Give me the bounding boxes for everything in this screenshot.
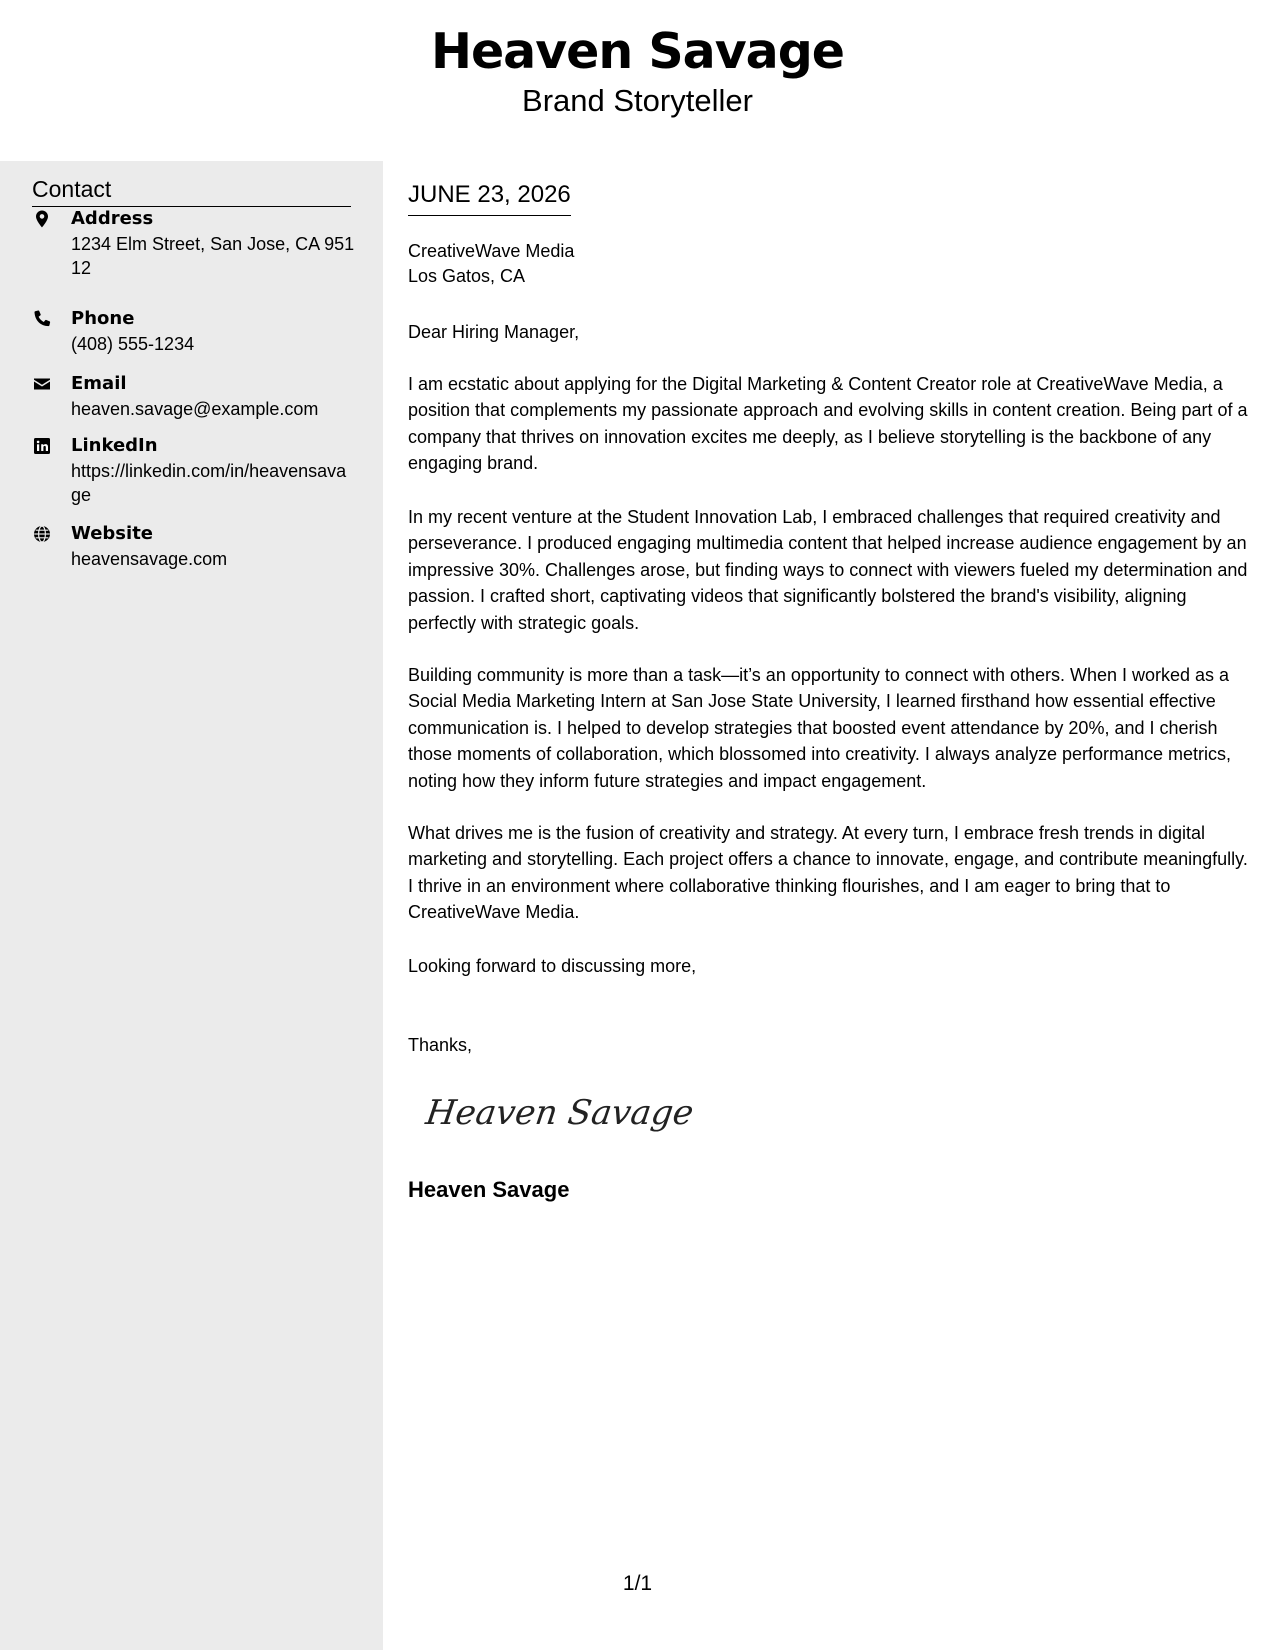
- phone-icon: [32, 309, 52, 329]
- contact-heading: Contact: [32, 174, 351, 207]
- paragraph: Building community is more than a task—it’s an opportunity to connect with others. When I worked as a Social Media Marketing Intern at San Jose State University, I learned firsthand how essential effective communication is. I helped to develop strategies that boosted event attendance by 20%, and I cherish those moments of collaboration, which blossomed into creativity. I always analyze performance metrics, noting how they inform future strategies and impact engagement.: [408, 665, 1232, 791]
- recipient-location: Los Gatos, CA: [408, 266, 526, 286]
- applicant-title: Brand Storyteller: [522, 83, 753, 118]
- recipient-company: CreativeWave Media: [408, 241, 575, 261]
- contact-value: 1234 Elm Street, San Jose, CA 95112: [71, 234, 355, 278]
- contact-label: Phone: [71, 308, 135, 329]
- signature-image: [423, 1086, 696, 1142]
- paragraph: In my recent venture at the Student Innovation Lab, I embraced challenges that required creativity and perseverance. I produced engaging multimedia content that helped increase audience engagement by an impressive 30%. Challenges arose, but finding ways to connect with viewers fueled my determination and passion. I crafted short, captivating videos that significantly bolstered the brand's visibility, aligning perfectly with strategic goals.: [408, 507, 1248, 633]
- contact-value: heavensavage.com: [71, 549, 228, 569]
- map-pin-icon: [32, 209, 52, 229]
- letter-date: JUNE 23, 2026: [408, 179, 571, 216]
- contact-label: Website: [71, 523, 154, 544]
- contact-value: (408) 555-1234: [71, 334, 195, 354]
- contact-value: https://linkedin.com/in/heavensavage: [71, 461, 347, 505]
- contact-value: heaven.savage@example.com: [71, 399, 319, 419]
- paragraph: I am ecstatic about applying for the Digital Marketing & Content Creator role at CreativeWave Media, a position that complements my passionate approach and evolving skills in content creation. Being part of a company that thrives on innovation excites me deeply, as I believe storytelling is the backbone of any engaging brand.: [408, 374, 1248, 474]
- applicant-name: Heaven Savage: [430, 23, 845, 80]
- signoff: Thanks,: [408, 1035, 473, 1055]
- header: [0, 0, 1275, 161]
- paragraph: What drives me is the fusion of creativity and strategy. At every turn, I embrace fresh trends in digital marketing and storytelling. Each project offers a chance to innovate, engage, and contribute meaningfully. I thrive in an environment where collaborative thinking flourishes, and I am eager to bring that to CreativeWave Media.: [408, 823, 1248, 923]
- page-number: 1/1: [622, 1572, 653, 1595]
- sidebar: [0, 161, 383, 1650]
- contact-label: LinkedIn: [71, 435, 158, 456]
- contact-label: Address: [71, 208, 154, 229]
- linkedin-icon: [32, 436, 52, 456]
- envelope-icon: [32, 374, 52, 394]
- signature-text: Heaven Savage: [423, 1093, 696, 1133]
- globe-icon: [32, 524, 52, 544]
- signed-name: Heaven Savage: [408, 1177, 570, 1202]
- contact-label: Email: [71, 373, 127, 394]
- closing-line: Looking forward to discussing more,: [408, 956, 697, 976]
- recipient-block: [408, 239, 574, 289]
- salutation: Dear Hiring Manager,: [408, 322, 580, 342]
